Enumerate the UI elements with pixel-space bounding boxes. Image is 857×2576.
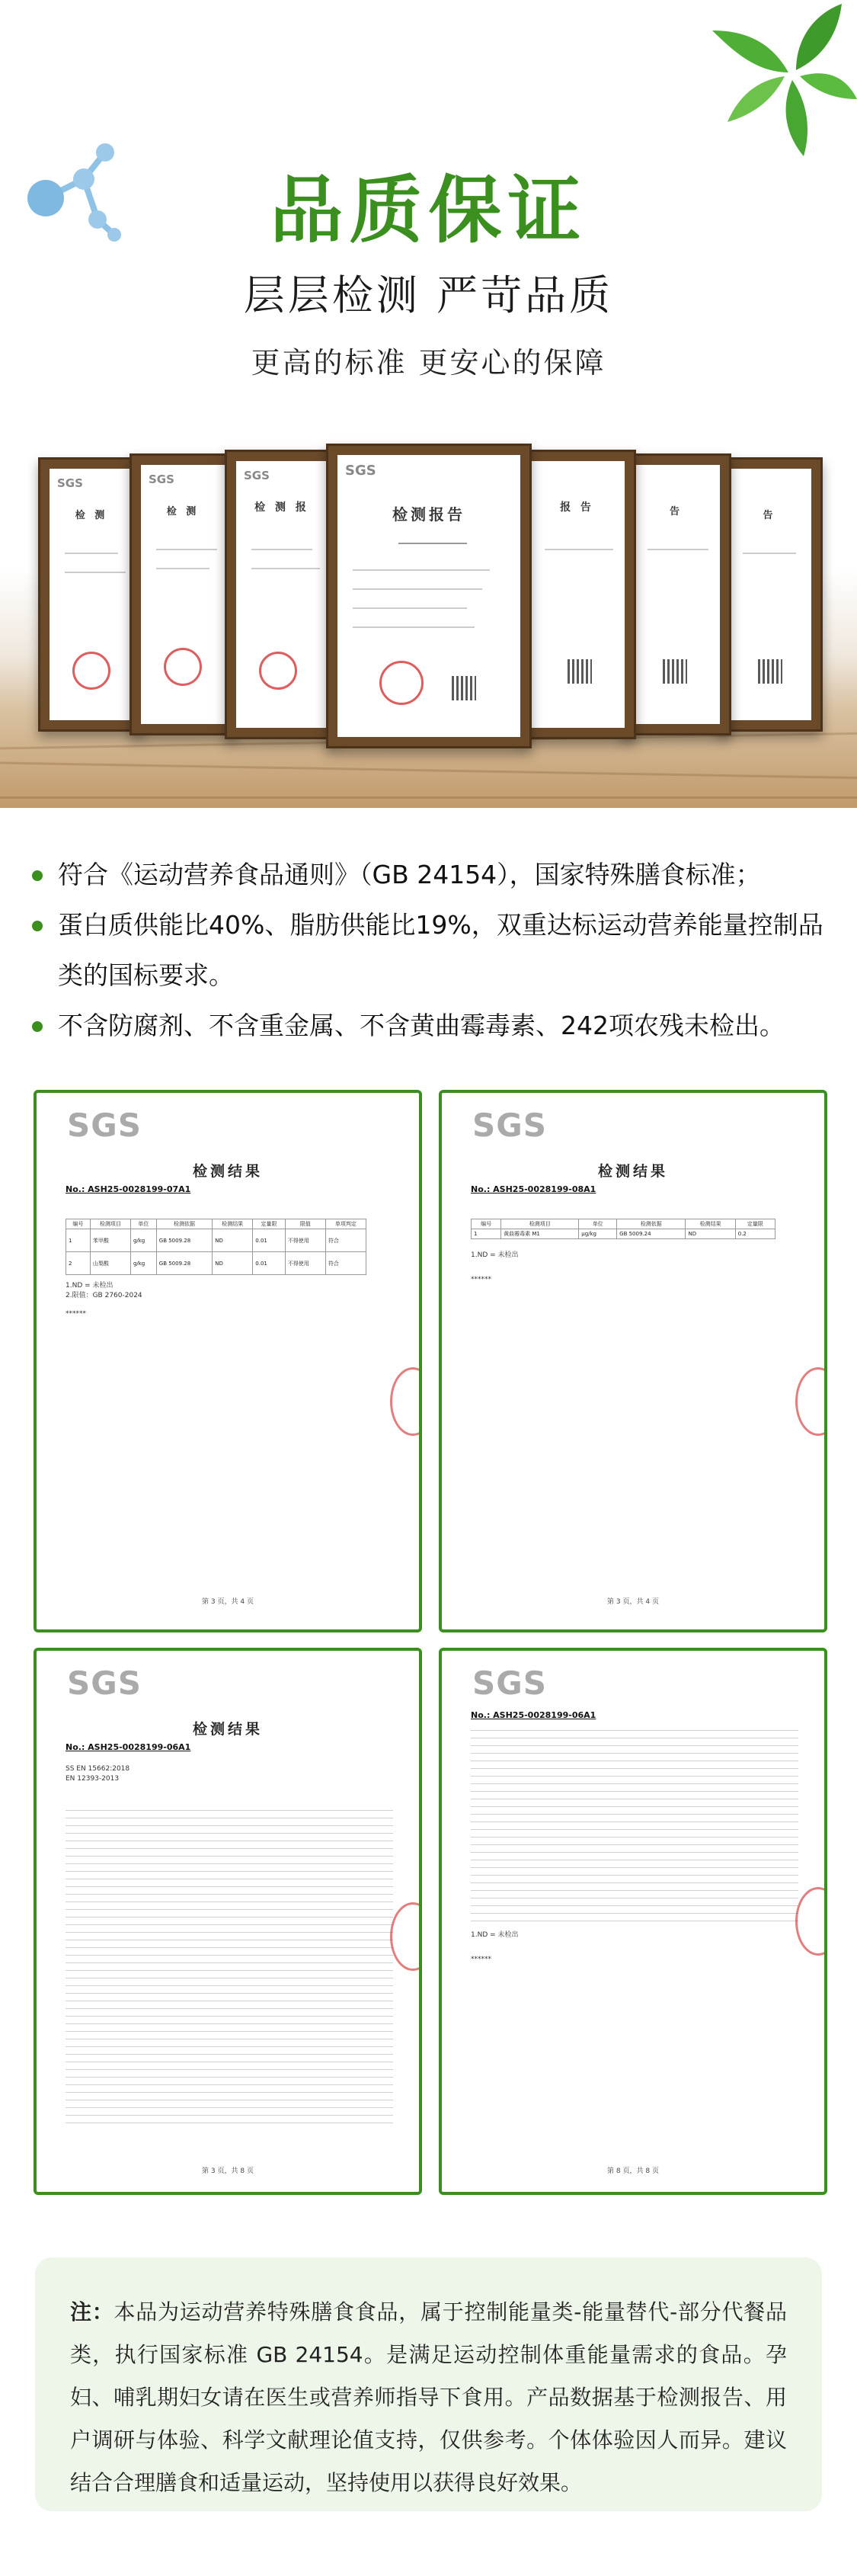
table-row xyxy=(66,2047,393,2055)
table-row xyxy=(471,1738,798,1746)
table-row xyxy=(66,1841,393,1849)
table-row xyxy=(66,1918,393,1925)
table-row xyxy=(471,1754,798,1761)
table-row xyxy=(66,1902,393,1910)
table-row xyxy=(471,1906,798,1914)
table-row xyxy=(66,1834,393,1841)
table-row xyxy=(66,2001,393,2009)
table-row xyxy=(471,1731,798,1738)
report-frame: 告 xyxy=(716,457,823,732)
table-row xyxy=(66,2116,393,2123)
table-row xyxy=(471,1860,798,1868)
table-row xyxy=(471,1830,798,1837)
list-item: 蛋白质供能比40%、脂肪供能比19%，双重达标运动营养能量控制品类的国标要求。 xyxy=(29,900,836,1001)
table-row xyxy=(471,1883,798,1891)
table-row xyxy=(66,1864,393,1872)
table-row xyxy=(66,1879,393,1887)
table-row xyxy=(471,1746,798,1754)
table-row xyxy=(471,1845,798,1853)
table-row xyxy=(66,1971,393,1978)
table-row xyxy=(66,2085,393,2093)
report-title: 检测结果 xyxy=(192,1721,263,1738)
table-row xyxy=(66,1986,393,1994)
report-title: 检测结果 xyxy=(192,1163,263,1180)
page-tagline: 更高的标准 更安心的保障 xyxy=(251,346,606,380)
report-frame: 报 告 xyxy=(518,450,636,739)
disclaimer-note xyxy=(35,2257,822,2511)
report-frame: 告 xyxy=(621,453,731,735)
note-text: 本品为运动营养特殊膳食食品，属于控制能量类-能量替代-部分代餐品类，执行国家标准 GB 24154。是满足运动控制体重能量需求的食品。孕妇、哺乳期妇女请在医生或营养师指导下食用。产品数据基于检测报告、用户调研与体验、科学文献理论值支持，仅供参考。个体体验因人而异。建议结合合理膳食和适量运动，坚持使用以获得良好效果。 xyxy=(70,2299,787,2495)
table-row xyxy=(471,1837,798,1845)
table-row xyxy=(66,2108,393,2116)
table-row xyxy=(66,1849,393,1857)
table-row xyxy=(66,2078,393,2085)
table-row xyxy=(66,1872,393,1879)
report-number: No.: ASH25-0028199-07A1 xyxy=(66,1184,191,1194)
table-row xyxy=(66,1978,393,1986)
page-number: 第 3 页，共 4 页 xyxy=(202,1598,254,1606)
table-row xyxy=(471,1807,798,1815)
table-row xyxy=(66,2024,393,2032)
table-row xyxy=(66,1887,393,1895)
table-row xyxy=(471,1784,798,1792)
table-row xyxy=(471,1891,798,1898)
report-frame: SGS 检 测 报 xyxy=(225,450,339,739)
table-row xyxy=(66,2039,393,2047)
page-number: 第 8 页，共 8 页 xyxy=(607,2167,659,2175)
table-row xyxy=(66,2009,393,2017)
report-frame: SGS 检 测 xyxy=(38,457,145,732)
page-number: 第 3 页，共 8 页 xyxy=(202,2167,254,2175)
list-item: 符合《运动营养食品通则》（GB 24154），国家特殊膳食标准； xyxy=(29,850,836,900)
report-card: SGS 检测结果 No.: ASH25-0028199-08A1 编号 检测项目 单位 检测依据 检测结果 定量限 1 黄曲霉毒素 M1 μg/kg GB 5009.24 ND 0.2 1.ND = 未检出 ****** 第 3 页，共 4 页 xyxy=(439,1090,827,1632)
table-row xyxy=(66,1895,393,1902)
table-row xyxy=(471,1761,798,1769)
table-row xyxy=(66,2017,393,2024)
table-row xyxy=(471,1815,798,1822)
table-row xyxy=(66,1826,393,1834)
report-card: SGS 检测结果 No.: ASH25-0028199-06A1 SS EN 15662:2018 EN 12393-2013 第 3 页，共 8 页 xyxy=(34,1648,422,2195)
list-item: 不含防腐剂、不含重金属、不含黄曲霉毒素、242项农残未检出。 xyxy=(29,1001,836,1051)
table-row xyxy=(66,1948,393,1956)
table-row xyxy=(66,2032,393,2039)
table-row xyxy=(66,1994,393,2001)
page-title: 品质保证 xyxy=(270,168,587,253)
table-row xyxy=(66,2093,393,2100)
table-row xyxy=(66,1857,393,1864)
table-row xyxy=(471,1822,798,1830)
table-row xyxy=(66,2100,393,2108)
table-row xyxy=(471,1769,798,1777)
table-row xyxy=(66,1803,393,1811)
table-row xyxy=(471,1876,798,1883)
table-row xyxy=(471,1914,798,1921)
report-number: No.: ASH25-0028199-06A1 xyxy=(66,1742,191,1752)
note-label: 注： xyxy=(70,2299,114,2324)
table-row xyxy=(471,1777,798,1784)
report-frame: SGS 检 测 xyxy=(130,453,236,735)
results-rows xyxy=(471,1723,798,1921)
table-row xyxy=(66,1933,393,1940)
report-title: 检测结果 xyxy=(597,1163,668,1180)
report-showcase xyxy=(0,412,857,808)
results-table: 编号 检测项目 单位 检测依据 检测结果 定量限 1 黄曲霉毒素 M1 μg/kg GB 5009.24 ND 0.2 xyxy=(471,1219,775,1239)
table-row xyxy=(66,1956,393,1963)
report-card: SGS No.: ASH25-0028199-06A1 1.ND = 未检出 ****** 第 8 页，共 8 页 xyxy=(439,1648,827,2195)
table-row xyxy=(471,1853,798,1860)
page-subtitle: 层层检测 严苛品质 xyxy=(243,271,614,319)
report-number: No.: ASH25-0028199-06A1 xyxy=(471,1710,596,1720)
table-row xyxy=(471,1723,798,1731)
table-row xyxy=(66,1818,393,1826)
report-number: No.: ASH25-0028199-08A1 xyxy=(471,1184,596,1194)
feature-list xyxy=(29,850,836,1051)
table-row xyxy=(66,1910,393,1918)
table-row xyxy=(66,1811,393,1818)
table-row xyxy=(66,1940,393,1948)
table-row xyxy=(66,2070,393,2078)
table-row xyxy=(471,1792,798,1799)
report-card: SGS 检测结果 No.: ASH25-0028199-07A1 编号 检测项目 单位 检测依据 检测结果 定量限 限值 单项判定 1 苯甲酸 g/kg GB 5009.28 ND 0.01 不得使用 符合 2 山梨酸 g/kg GB 5009.28 ND 0.01 不得使用 符合 1.ND = 未检出 2.限值：GB 2760-2024 ****** 第 3 页，共 4 页 xyxy=(34,1090,422,1632)
leaf-icon xyxy=(682,0,857,160)
sgs-logo: SGS xyxy=(472,1107,547,1144)
sgs-logo: SGS xyxy=(472,1664,547,1702)
table-row xyxy=(66,2055,393,2062)
report-frame-main: SGS 检测报告 xyxy=(326,444,532,748)
table-row xyxy=(66,2062,393,2070)
table-row xyxy=(471,1898,798,1906)
table-row xyxy=(66,1963,393,1971)
results-table: 编号 检测项目 单位 检测依据 检测结果 定量限 限值 单项判定 1 苯甲酸 g/kg GB 5009.28 ND 0.01 不得使用 符合 2 山梨酸 g/kg GB 5009.28 ND 0.01 不得使用 符合 xyxy=(66,1219,366,1275)
table-row xyxy=(66,1925,393,1933)
sgs-logo: SGS xyxy=(67,1664,142,1702)
table-row xyxy=(471,1868,798,1876)
sgs-logo: SGS xyxy=(67,1107,142,1144)
results-rows xyxy=(66,1803,393,2123)
table-row xyxy=(471,1799,798,1807)
page-number: 第 3 页，共 4 页 xyxy=(607,1598,659,1606)
